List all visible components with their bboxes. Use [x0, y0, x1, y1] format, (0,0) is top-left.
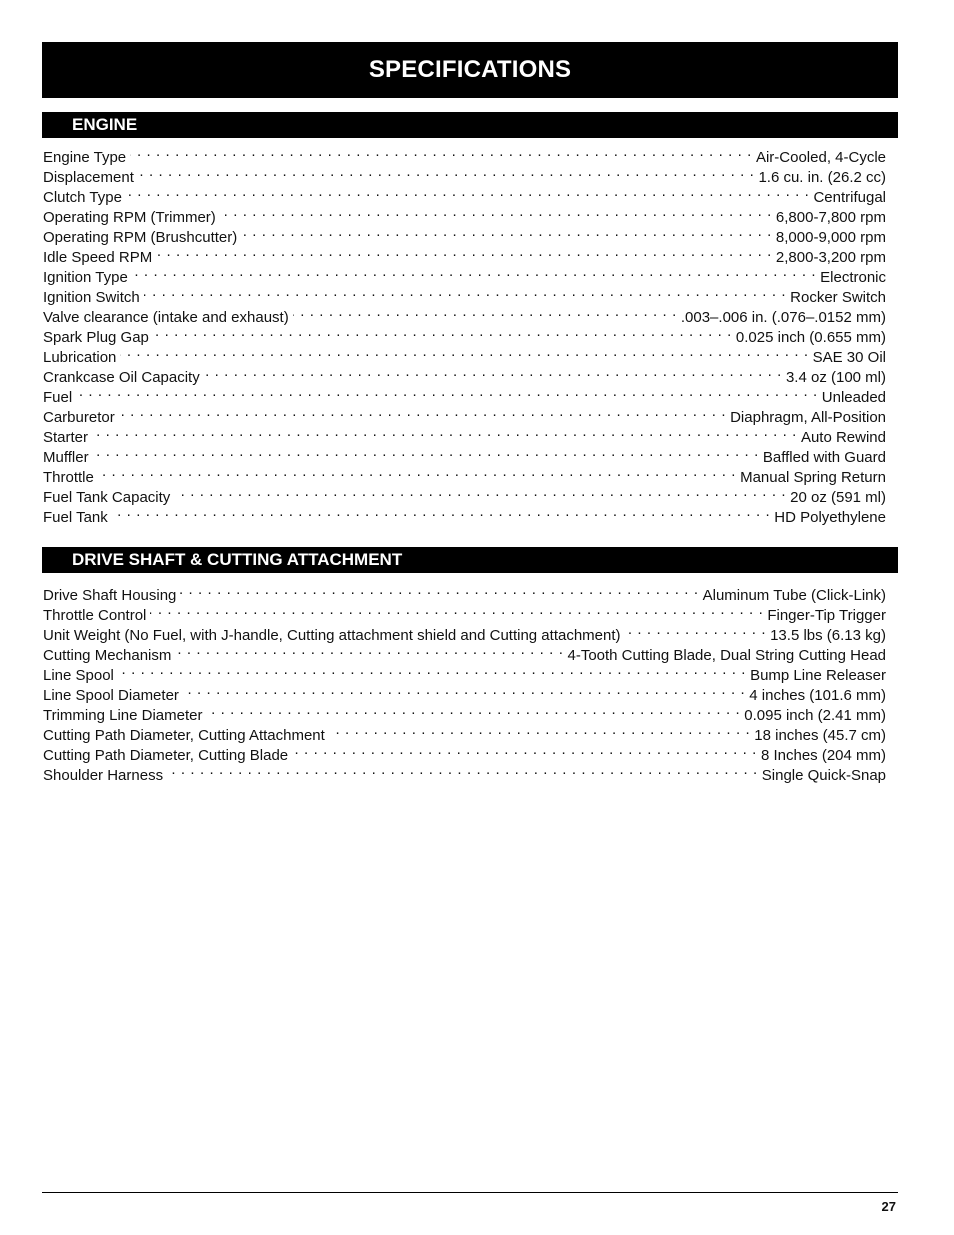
dot-leader [153, 322, 732, 342]
spec-row [43, 362, 886, 386]
spec-value: 18 inches (45.7 cm) [754, 727, 886, 744]
dot-leader [126, 182, 810, 202]
spec-label: Lubrication [43, 349, 117, 366]
spec-row [43, 142, 886, 166]
spec-label: Cutting Mechanism [43, 647, 172, 664]
drive-shaft-spec-list [43, 580, 886, 784]
spec-row [43, 442, 886, 466]
spec-label: Fuel Tank Capacity [43, 489, 171, 506]
spec-label: Throttle [43, 469, 94, 486]
dot-leader [98, 462, 736, 482]
spec-label: Muffler [43, 449, 89, 466]
spec-value: 0.095 inch (2.41 mm) [744, 707, 886, 724]
spec-label: Fuel [43, 389, 73, 406]
dot-leader [220, 202, 772, 222]
spec-label: Shoulder Harness [43, 767, 164, 784]
spec-value: Rocker Switch [790, 289, 886, 306]
page-title: SPECIFICATIONS [42, 42, 898, 98]
spec-value: HD Polyethylene [774, 509, 886, 526]
spec-value: Manual Spring Return [740, 469, 886, 486]
spec-label: Spark Plug Gap [43, 329, 149, 346]
spec-value: Centrifugal [813, 189, 886, 206]
spec-value: 4 inches (101.6 mm) [749, 687, 886, 704]
spec-label: Cutting Path Diameter, Cutting Attachment [43, 727, 325, 744]
dot-leader [156, 242, 772, 262]
page-number: 27 [881, 1199, 896, 1214]
spec-label: Cutting Path Diameter, Cutting Blade [43, 747, 289, 764]
engine-section-header: ENGINE [42, 112, 898, 138]
spec-row [43, 382, 886, 406]
dot-leader [144, 282, 786, 302]
spec-label: Operating RPM (Trimmer) [43, 209, 216, 226]
dot-leader [138, 162, 755, 182]
footer-divider [42, 1192, 898, 1193]
dot-leader [183, 680, 745, 700]
spec-row [43, 282, 886, 306]
dot-leader [130, 142, 752, 162]
spec-value: Diaphragm, All-Position [730, 409, 886, 426]
spec-value: .003–.006 in. (.076–.0152 mm) [680, 309, 886, 326]
spec-value: 4-Tooth Cutting Blade, Dual String Cutting Head [567, 647, 886, 664]
spec-value: 2,800-3,200 rpm [775, 249, 886, 266]
spec-value: 6,800-7,800 rpm [775, 209, 886, 226]
spec-row [43, 502, 886, 526]
dot-leader [76, 382, 818, 402]
spec-label: Drive Shaft Housing [43, 587, 177, 604]
spec-row [43, 262, 886, 286]
spec-label: Throttle Control [43, 607, 147, 624]
spec-label: Valve clearance (intake and exhaust) [43, 309, 289, 326]
spec-value: Single Quick-Snap [761, 767, 886, 784]
spec-row [43, 202, 886, 226]
dot-leader [241, 222, 772, 242]
spec-label: Line Spool Diameter [43, 687, 179, 704]
dot-leader [118, 660, 746, 680]
drive-shaft-section-header: DRIVE SHAFT & CUTTING ATTACHMENT [42, 547, 898, 573]
spec-value: Air-Cooled, 4-Cycle [755, 149, 886, 166]
spec-value: 0.025 inch (0.655 mm) [735, 329, 886, 346]
spec-row [43, 760, 886, 784]
dot-leader [175, 640, 563, 660]
spec-label: Fuel Tank [43, 509, 108, 526]
spec-label: Ignition Switch [43, 289, 140, 306]
spec-label: Idle Speed RPM [43, 249, 153, 266]
spec-row [43, 482, 886, 506]
spec-row [43, 242, 886, 266]
dot-leader [174, 482, 786, 502]
spec-label: Unit Weight (No Fuel, with J-handle, Cutting attachment shield and Cutting attachment) [43, 627, 621, 644]
spec-row [43, 462, 886, 486]
spec-row [43, 422, 886, 446]
dot-leader [132, 262, 816, 282]
spec-label: Displacement [43, 169, 134, 186]
dot-leader [119, 402, 726, 422]
dot-leader [329, 720, 750, 740]
spec-row [43, 402, 886, 426]
dot-leader [150, 600, 763, 620]
spec-label: Ignition Type [43, 269, 128, 286]
spec-value: 13.5 lbs (6.13 kg) [770, 627, 886, 644]
dot-leader [292, 740, 757, 760]
spec-value: Aluminum Tube (Click-Link) [702, 587, 886, 604]
spec-value: 1.6 cu. in. (26.2 cc) [758, 169, 886, 186]
spec-label: Crankcase Oil Capacity [43, 369, 200, 386]
spec-row [43, 620, 886, 644]
spec-value: 3.4 oz (100 ml) [785, 369, 886, 386]
spec-value: 8,000-9,000 rpm [775, 229, 886, 246]
spec-value: Baffled with Guard [762, 449, 886, 466]
dot-leader [167, 760, 758, 780]
engine-spec-list [43, 142, 886, 526]
spec-label: Starter [43, 429, 89, 446]
spec-label: Line Spool [43, 667, 114, 684]
dot-leader [293, 302, 677, 322]
spec-row [43, 580, 886, 604]
dot-leader [207, 700, 741, 720]
spec-row [43, 342, 886, 366]
spec-value: Auto Rewind [800, 429, 886, 446]
spec-value: Unleaded [821, 389, 886, 406]
dot-leader [112, 502, 771, 522]
spec-value: SAE 30 Oil [812, 349, 886, 366]
spec-value: Bump Line Releaser [750, 667, 886, 684]
spec-label: Carburetor [43, 409, 115, 426]
spec-row [43, 302, 886, 326]
dot-leader [93, 442, 759, 462]
spec-row [43, 600, 886, 624]
spec-label: Trimming Line Diameter [43, 707, 203, 724]
dot-leader [92, 422, 797, 442]
spec-value: 20 oz (591 ml) [790, 489, 886, 506]
spec-label: Clutch Type [43, 189, 122, 206]
dot-leader [625, 620, 767, 640]
dot-leader [204, 362, 782, 382]
spec-label: Engine Type [43, 149, 127, 166]
spec-value: Finger-Tip Trigger [767, 607, 886, 624]
dot-leader [180, 580, 698, 600]
spec-label: Operating RPM (Brushcutter) [43, 229, 238, 246]
spec-row [43, 182, 886, 206]
spec-value: 8 Inches (204 mm) [760, 747, 886, 764]
spec-value: Electronic [820, 269, 886, 286]
dot-leader [120, 342, 808, 362]
